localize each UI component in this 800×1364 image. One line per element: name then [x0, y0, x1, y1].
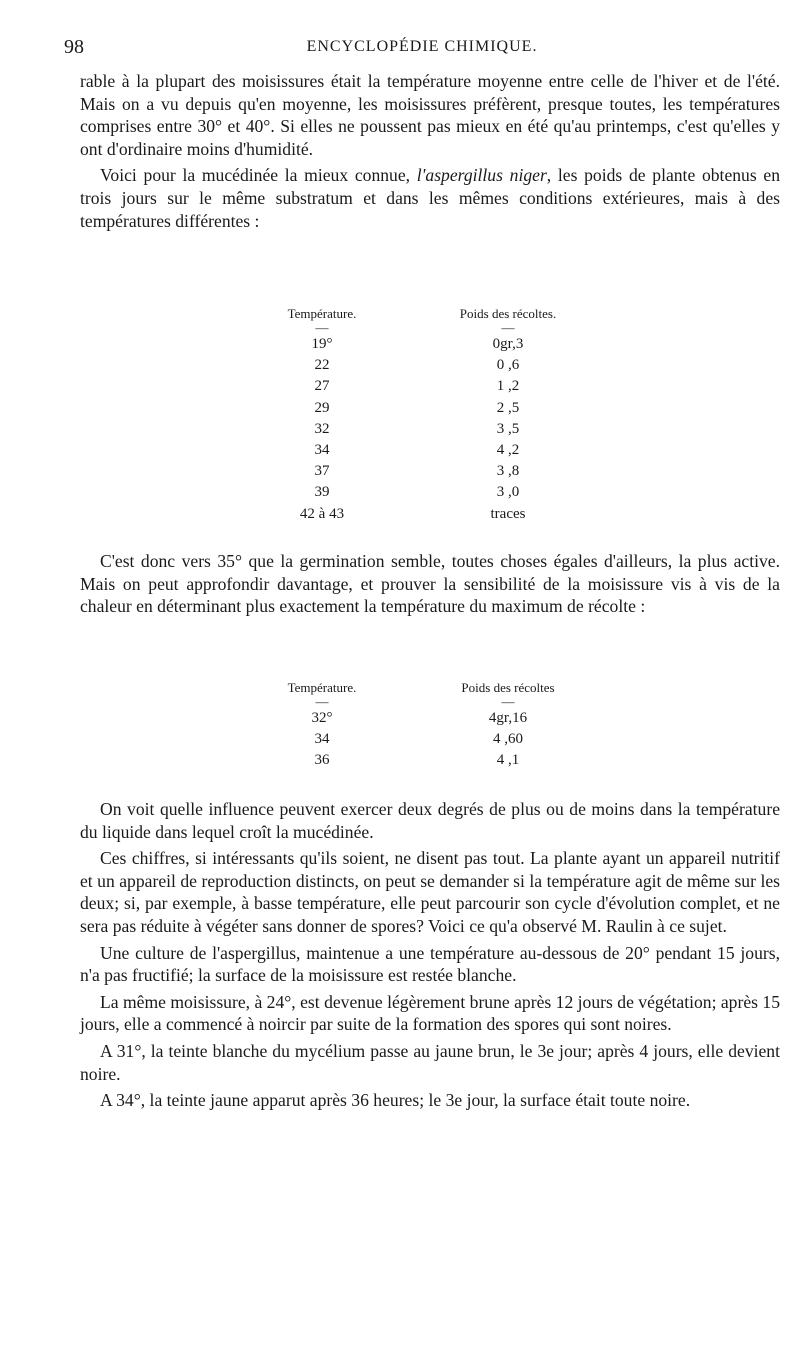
paragraph-7: La même moisissure, à 24°, est devenue légèrement brune après 12 jours de végétation; après 15 jours, elle a commencé à noircir par suite de la formation des spores qui sont noires. [80, 991, 780, 1035]
species-name: l'aspergillus niger [416, 165, 547, 186]
table1-temp-cell: 37 [314, 463, 330, 480]
table1-header-temperature: Température. [287, 306, 357, 321]
table1-weight-cell: 2 ,5 [496, 399, 520, 416]
table2-temp-cell: 34 [314, 731, 330, 748]
table1-temp-column [262, 306, 382, 525]
table2-weight-cell: 4 ,1 [496, 752, 520, 769]
table1-weight-cell: 3 ,5 [496, 420, 520, 437]
table1-temp-cell: 42 à 43 [299, 505, 345, 522]
table1-weight-cell: 3 ,0 [496, 484, 520, 501]
text-block-middle [80, 550, 780, 618]
table1-temp-cell: 29 [314, 399, 330, 416]
paragraph-1: rable à la plupart des moisissures était la température moyenne entre celle de l'hiver et de l'été. Mais on a vu depuis qu'en moyenne, les moisissures préfèrent, presque toutes, les températures comprises entre 30° et 40°. Si elles ne poussent pas mieux en été qu'au printemps, c'est qu'elles y ont d'ordinaire moins d'humidité. [80, 71, 780, 159]
table2-header-weight: Poids des récoltes [461, 680, 555, 695]
paragraph-9: A 34°, la teinte jaune apparut après 36 heures; le 3e jour, la surface était toute noire. [100, 1090, 691, 1111]
page-number: 98 [64, 36, 84, 58]
table1-weight-cell: 3 ,8 [496, 463, 520, 480]
paragraph-6: Une culture de l'aspergillus, maintenue a une température au-dessous de 20° pendant 15 jours, n'a pas fructifié; la surface de la moisissure est restée blanche. [80, 942, 780, 986]
table2-header-dash: — [501, 694, 515, 709]
table2-weight-cells [438, 708, 578, 772]
table2-header-dash: — [315, 694, 329, 709]
table1-temp-cells [262, 334, 382, 525]
table1-weight-cells [438, 334, 578, 525]
paragraph-3: C'est donc vers 35° que la germination semble, toutes choses égales d'ailleurs, la plus active. Mais on peut approfondir davantage, et prouver la sensibilité de la moisissure vis à vis de la chaleur en déterminant plus exactement la température du maximum de récolte : [80, 551, 780, 617]
table2-weight-cell: 4gr,16 [488, 710, 528, 726]
table1-weight-cell: 4 ,2 [496, 441, 520, 458]
table-temperature-yield-1 [0, 306, 800, 536]
paragraph-5: Ces chiffres, si intéressants qu'ils soient, ne disent pas tout. La plante ayant un appareil nutritif et un appareil de reproduction distincts, on peut se demander si la température agit de même sur les deux; si, par exemple, à basse température, elle peut parcourir son cycle d'évolution complet, et ne sera pas réduite à végéter sans donner de spores? Voici ce qu'a observé M. Raulin à ce sujet. [80, 848, 780, 936]
table1-weight-cell: 0 ,6 [496, 357, 520, 374]
text-block-bottom [80, 798, 780, 1112]
table1-temp-cell: 39 [314, 484, 330, 501]
text-block-top [80, 70, 780, 232]
table2-temp-cell: 32° [311, 710, 333, 726]
page-header [64, 36, 780, 60]
table1-header-dash: — [315, 320, 329, 335]
table2-temp-column [262, 680, 382, 772]
table1-header-dash: — [501, 320, 515, 335]
table1-temp-cell: 32 [314, 420, 330, 437]
table1-temp-cell: 27 [314, 378, 330, 395]
table1-temp-cell: 19° [311, 336, 333, 352]
table2-header-temperature: Température. [287, 680, 357, 695]
table2-weight-cell: 4 ,60 [493, 731, 523, 748]
table2-temp-cells [262, 708, 382, 772]
table2-temp-cell: 36 [314, 752, 330, 769]
paragraph-8: A 31°, la teinte blanche du mycélium passe au jaune brun, le 3e jour; après 4 jours, elle devient noire. [80, 1040, 780, 1084]
paragraph-2: Voici pour la mucédinée la mieux connue, l'aspergillus niger, les poids de plante obtenus en trois jours sur le même substratum et dans les mêmes conditions extérieures, mais à des températures différentes : [80, 165, 780, 231]
table1-header-weight: Poids des récoltes. [459, 306, 557, 321]
table1-weight-cell: traces [490, 505, 526, 522]
paragraph-4: On voit quelle influence peuvent exercer deux degrés de plus ou de moins dans la température du liquide dans lequel croît la mucédinée. [80, 799, 780, 842]
table1-temp-cell: 22 [314, 357, 330, 374]
table1-weight-cell: 0gr,3 [492, 336, 524, 352]
table2-weight-column [438, 680, 578, 772]
table1-temp-cell: 34 [314, 441, 330, 458]
table-temperature-yield-2 [0, 680, 800, 780]
table1-weight-cell: 1 ,2 [496, 378, 520, 395]
running-title: ENCYCLOPÉDIE CHIMIQUE. [306, 38, 538, 55]
table1-weight-column [438, 306, 578, 525]
